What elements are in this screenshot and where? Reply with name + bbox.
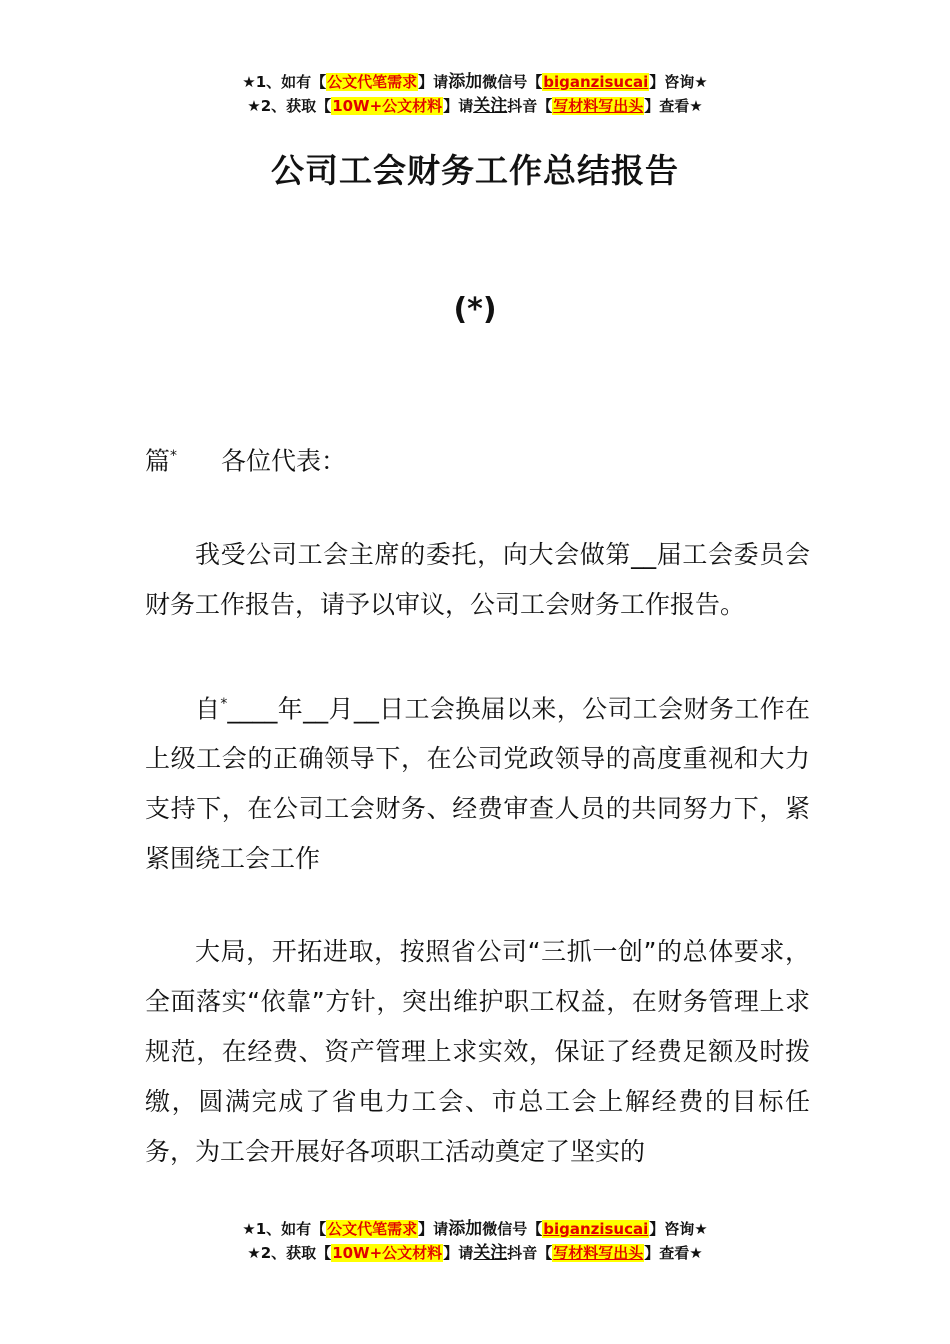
salutation (145, 438, 346, 479)
salutation-mark: * (170, 448, 178, 464)
banner-text: 】查看★ (644, 97, 703, 115)
banner-text: 】咨询★ (649, 1220, 708, 1238)
salutation-text: 各位代表： (221, 446, 347, 476)
banner-text: 微信号【 (482, 73, 543, 91)
banner-text: 抖音【 (507, 97, 553, 115)
header-banner (0, 70, 950, 118)
highlight-service: 公文代笔需求 (327, 1220, 418, 1238)
salutation-prefix: 篇 (145, 446, 171, 476)
banner-text: 微信号【 (482, 1220, 543, 1238)
banner-text: 抖音【 (507, 1244, 553, 1262)
wechat-id-link[interactable]: biganzisucai (543, 73, 649, 91)
highlight-materials: 10W+公文材料 (332, 1244, 443, 1262)
banner-line-1 (0, 70, 950, 94)
banner-text: 】咨询★ (649, 73, 708, 91)
paragraph-2-mark: * (220, 696, 228, 712)
banner-emphasis: 关注 (473, 96, 508, 116)
banner-line-1 (0, 1217, 950, 1241)
banner-text: ★2、获取【 (247, 97, 332, 115)
banner-emphasis: 添加 (448, 1219, 483, 1239)
wechat-id-link[interactable]: biganzisucai (543, 1220, 649, 1238)
document-title: 公司工会财务工作总结报告 (271, 151, 679, 190)
footer-banner (0, 1217, 950, 1265)
banner-line-2 (0, 1241, 950, 1265)
douyin-account-link[interactable]: 写材料写出头 (553, 1244, 644, 1262)
banner-text: 】请 (418, 73, 449, 91)
highlight-materials: 10W+公文材料 (332, 97, 443, 115)
douyin-account-link[interactable]: 写材料写出头 (553, 97, 644, 115)
paragraph-1: 我受公司工会主席的委托，向大会做第__届工会委员会财务工作报告，请予以审议，公司工会财务工作报告。 (145, 540, 810, 619)
banner-text: 】请 (443, 1244, 474, 1262)
banner-text: 】请 (443, 97, 474, 115)
banner-emphasis: 添加 (448, 72, 483, 92)
banner-text: ★2、获取【 (247, 1244, 332, 1262)
banner-text: ★1、如有【 (242, 1220, 327, 1238)
banner-text: ★1、如有【 (242, 73, 327, 91)
paragraph-2 (145, 679, 810, 884)
paragraph-2-lead: 自 (195, 694, 221, 724)
banner-emphasis: 关注 (473, 1243, 508, 1263)
highlight-service: 公文代笔需求 (327, 73, 418, 91)
document-subtitle: (*) (453, 292, 497, 327)
banner-line-2 (0, 94, 950, 118)
paragraph-3: 大局，开拓进取，按照省公司“三抓一创”的总体要求，全面落实“依靠”方针，突出维护职工权益，在财务管理上求规范，在经费、资产管理上求实效，保证了经费足额及时拨缴，圆满完成了省电力工会、市总工会上解经费的目标任务，为工会开展好各项职工活动奠定了坚实的 (145, 937, 810, 1166)
paragraph-2-text: ____年__月__日工会换届以来，公司工会财务工作在上级工会的正确领导下，在公司党政领导的高度重视和大力支持下，在公司工会财务、经费审查人员的共同努力下，紧紧围绕工会工作 (145, 694, 810, 874)
banner-text: 】请 (418, 1220, 449, 1238)
banner-text: 】查看★ (644, 1244, 703, 1262)
